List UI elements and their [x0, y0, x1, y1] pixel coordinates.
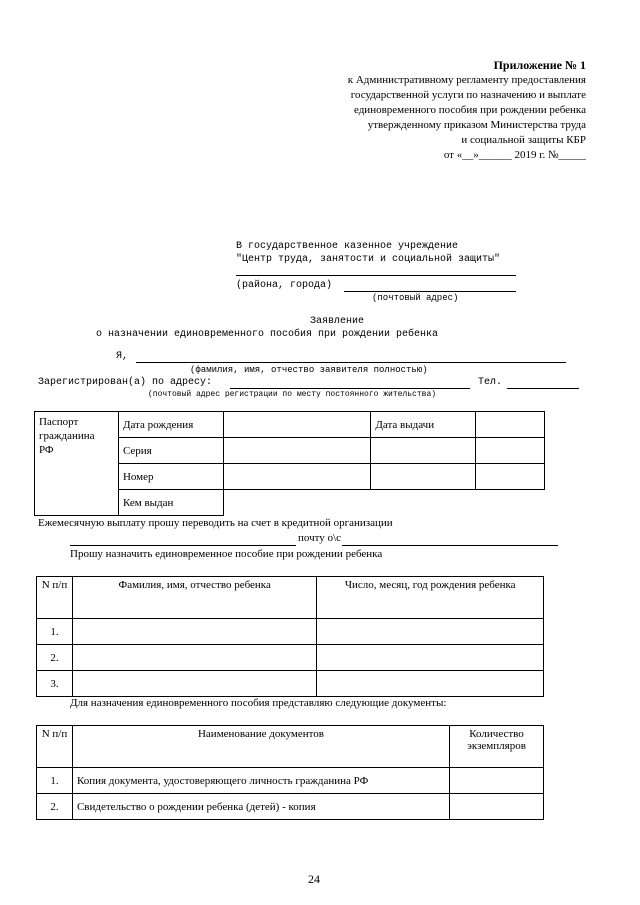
- child-birth-date-input[interactable]: [317, 645, 544, 671]
- child-name-input[interactable]: [72, 671, 317, 697]
- tel-field[interactable]: [507, 388, 579, 389]
- issued-by-input[interactable]: [223, 490, 544, 516]
- document-count-input[interactable]: [450, 794, 544, 820]
- application-title: Заявление: [310, 316, 365, 327]
- document-name: Свидетельство о рождении ребенка (детей) - копия: [72, 794, 449, 820]
- bank-field[interactable]: [70, 545, 296, 546]
- children-row-number: 3.: [37, 671, 73, 697]
- appendix-line: утвержденному приказом Министерства труда: [367, 119, 586, 131]
- children-row-number: 2.: [37, 645, 73, 671]
- documents-col-n: N п/п: [37, 726, 73, 768]
- addressee-line-1: В государственное казенное учреждение: [236, 241, 459, 252]
- postal-address-hint: (почтовый адрес): [372, 293, 459, 303]
- payment-line-3: Прошу назначить единовременное пособие при рождении ребенка: [70, 548, 383, 560]
- dob-input[interactable]: [223, 412, 371, 438]
- i-label: Я,: [116, 351, 129, 362]
- address-field[interactable]: [230, 388, 470, 389]
- appendix-line: и социальной защиты КБР: [461, 134, 586, 146]
- documents-col-name: Наименование документов: [72, 726, 449, 768]
- series-label: Серия: [118, 438, 223, 464]
- appendix-title: Приложение № 1: [493, 58, 586, 72]
- payment-line-1: Ежемесячную выплату прошу переводить на счет в кредитной организации: [38, 517, 393, 529]
- documents-table: [36, 725, 544, 820]
- child-name-input[interactable]: [72, 619, 317, 645]
- children-col-n: N п/п: [37, 577, 73, 619]
- appendix-line: государственной услуги по назначению и выплате: [350, 89, 586, 101]
- account-field[interactable]: [342, 545, 558, 546]
- appendix-line: от «__»______ 2019 г. №_____: [443, 149, 586, 161]
- addressee-underline[interactable]: [236, 275, 516, 276]
- appendix-line: к Административному регламенту предоставления: [347, 74, 586, 86]
- passport-header: Паспорт гражданина РФ: [35, 412, 119, 516]
- district-field[interactable]: [344, 291, 516, 292]
- child-birth-date-input[interactable]: [317, 619, 544, 645]
- number-extra-1[interactable]: [371, 464, 476, 490]
- document-name: Копия документа, удостоверяющего личность гражданина РФ: [72, 768, 449, 794]
- document-row-number: 2.: [37, 794, 73, 820]
- child-birth-date-input[interactable]: [317, 671, 544, 697]
- tel-label: Тел.: [478, 377, 503, 388]
- child-name-input[interactable]: [72, 645, 317, 671]
- addressee-line-2: "Центр труда, занятости и социальной защиты": [236, 254, 501, 265]
- number-input[interactable]: [223, 464, 371, 490]
- page-number: 24: [308, 872, 320, 886]
- appendix-line: единовременного пособия при рождении ребенка: [353, 104, 586, 116]
- district-label: (района, города): [236, 280, 333, 291]
- registered-label: Зарегистрирован(а) по адресу:: [38, 377, 213, 388]
- issued-by-label: Кем выдан: [118, 490, 223, 516]
- appendix-header: [266, 58, 586, 163]
- series-input[interactable]: [223, 438, 371, 464]
- series-extra-1[interactable]: [371, 438, 476, 464]
- application-subtitle: о назначении единовременного пособия при рождении ребенка: [96, 329, 439, 340]
- document-row-number: 1.: [37, 768, 73, 794]
- number-label: Номер: [118, 464, 223, 490]
- passport-table: [34, 411, 545, 516]
- issue-date-input[interactable]: [476, 412, 545, 438]
- documents-intro: Для назначения единовременного пособия представляю следующие документы:: [70, 697, 447, 709]
- documents-col-count: Количество экземпляров: [450, 726, 544, 768]
- address-hint: (почтовый адрес регистрации по месту постоянного жительства): [148, 390, 437, 399]
- dob-label: Дата рождения: [118, 412, 223, 438]
- applicant-name-field[interactable]: [136, 362, 566, 363]
- payment-line-2: почту о\с: [298, 532, 341, 544]
- children-col-date: Число, месяц, год рождения ребенка: [317, 577, 544, 619]
- children-table: [36, 576, 544, 697]
- children-row-number: 1.: [37, 619, 73, 645]
- number-extra-2[interactable]: [476, 464, 545, 490]
- issue-date-label: Дата выдачи: [371, 412, 476, 438]
- series-extra-2[interactable]: [476, 438, 545, 464]
- children-col-name: Фамилия, имя, отчество ребенка: [72, 577, 317, 619]
- applicant-name-hint: (фамилия, имя, отчество заявителя полностью): [190, 365, 428, 375]
- document-count-input[interactable]: [450, 768, 544, 794]
